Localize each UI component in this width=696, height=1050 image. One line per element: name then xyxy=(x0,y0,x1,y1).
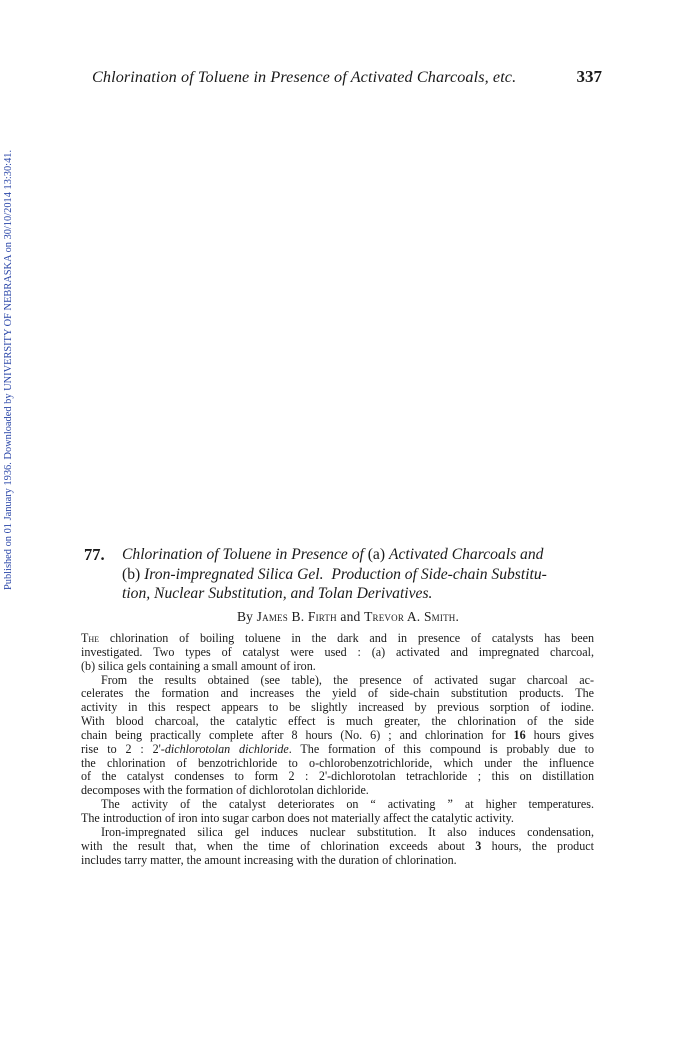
download-stamp xyxy=(3,149,17,1050)
p3-line-1: The activity of the catalyst deteriorates on “ activating ” at higher temperatures. xyxy=(101,797,594,812)
download-stamp-text: Published on 01 January 1936. Downloaded by UNIVERSITY OF NEBRASKA on 30/10/2014 13:30:41. xyxy=(3,149,14,590)
article-body xyxy=(81,632,594,867)
byline xyxy=(0,609,696,625)
author-1: James B. Firth xyxy=(256,609,337,624)
p2-line-5: chain being practically complete after 8 hours (No. 6) ; and chlorination for 16 hours gives xyxy=(81,727,594,742)
title-line-1: Chlorination of Toluene in Presence of (a) Activated Charcoals and xyxy=(122,546,544,563)
author-2: Trevor A. Smith. xyxy=(364,609,460,624)
running-head xyxy=(92,68,602,90)
title-line-2: (b) Iron-impregnated Silica Gel. Production of Side-chain Substitu- xyxy=(122,565,547,583)
p2-line-1: From the results obtained (see table), the presence of activated sugar charcoal ac- xyxy=(101,672,594,687)
title-line-3: tion, Nuclear Substitution, and Tolan Derivatives. xyxy=(122,585,433,602)
p1-line-3: (b) silica gels containing a small amount of iron. xyxy=(81,658,316,673)
p1-line-2: investigated. Two types of catalyst were used : (a) activated and impregnated charcoal, xyxy=(81,644,594,659)
p2-line-6: rise to 2 : 2'-dichlorotolan dichloride. The formation of this compound is probably due to xyxy=(81,741,594,756)
p2-line-7: the chlorination of benzotrichloride to o-chlorobenzotrichloride, which under the influence xyxy=(81,755,594,770)
p4-line-2: with the result that, when the time of chlorination exceeds about 3 hours, the product xyxy=(81,838,594,853)
p4-line-1: Iron-impregnated silica gel induces nuclear substitution. It also induces condensation, xyxy=(101,824,594,839)
p4-line-3: includes tarry matter, the amount increasing with the duration of chlorination. xyxy=(81,852,457,867)
p3-line-2: The introduction of iron into sugar carbon does not materially affect the catalytic activity. xyxy=(81,810,514,825)
p2-line-8: of the catalyst condenses to form 2 : 2'-dichlorotolan tetrachloride ; this on distillation xyxy=(81,769,594,784)
byline-by: By xyxy=(236,609,254,624)
article-title-lines xyxy=(122,545,602,604)
running-head-title: Chlorination of Toluene in Presence of Activated Charcoals, etc. xyxy=(92,68,517,86)
p2-line-2: celerates the formation and increases the yield of side-chain substitution products. The xyxy=(81,686,594,701)
p1-first-word: The xyxy=(81,631,100,645)
article-number: 77. xyxy=(84,545,105,564)
p2-line-3: activity in this respect appears to be slightly increased by previous sorption of iodine. xyxy=(81,700,594,715)
p2-line-4: With blood charcoal, the catalytic effect is much greater, the chlorination of the side xyxy=(81,714,594,729)
p2-line-9: decomposes with the formation of dichlorotolan dichloride. xyxy=(81,783,369,798)
page-number: 337 xyxy=(576,67,602,86)
byline-and: and xyxy=(340,609,361,624)
p1-line-1: The chlorination of boiling toluene in the dark and in presence of catalysts has been xyxy=(81,631,594,645)
